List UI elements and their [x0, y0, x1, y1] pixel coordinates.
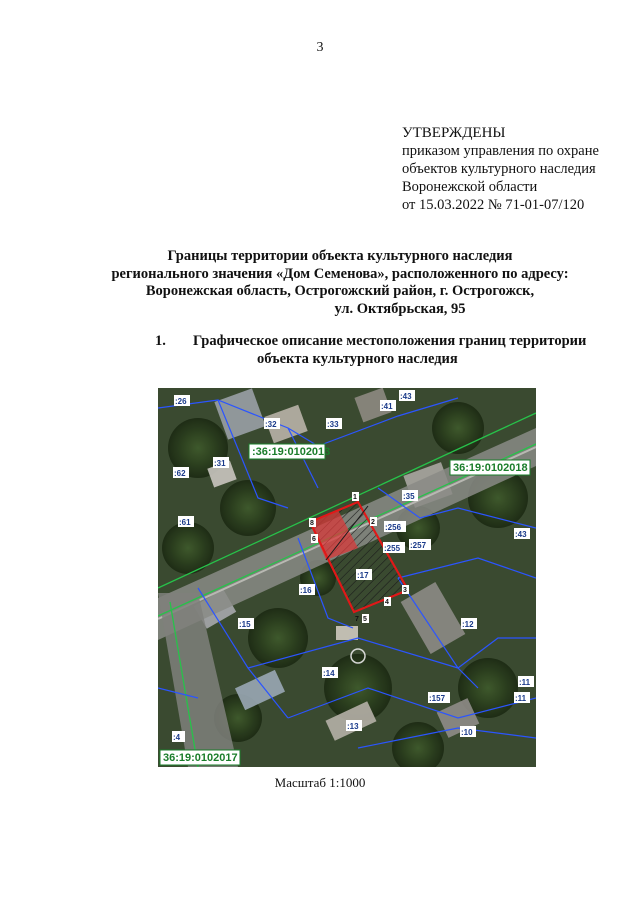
- approval-line: приказом управления по охране: [402, 143, 599, 159]
- map-parcel-label: :33: [327, 420, 339, 429]
- title-line: ул. Октябрьская, 95: [334, 300, 466, 317]
- approval-heading: УТВЕРЖДЕНЫ: [402, 125, 506, 141]
- map-parcel-label: :26: [175, 397, 187, 406]
- map-quarter-label: :36:19:0102013: [252, 446, 331, 458]
- map-parcel-label: :16: [300, 586, 312, 595]
- section-title-line: объекта культурного наследия: [257, 351, 458, 367]
- map-parcel-label: :32: [265, 420, 277, 429]
- document-title: [100, 248, 580, 318]
- map-parcel-label: :11: [519, 678, 531, 687]
- map-point-label: 8: [310, 520, 314, 527]
- map-scale: Масштаб 1:1000: [274, 775, 366, 790]
- map-point-label: 6: [312, 536, 316, 543]
- section-number: 1.: [155, 333, 166, 349]
- title-line: Воронежская область, Острогожский район, г. Острогожск,: [145, 283, 535, 299]
- map-parcel-label: :35: [403, 492, 415, 501]
- approval-line: объектов культурного наследия: [402, 161, 596, 177]
- map-parcel-label: :12: [462, 620, 474, 629]
- approval-line: Воронежской области: [402, 179, 538, 195]
- map-parcel-label: :41: [381, 402, 393, 411]
- map-point-label: 2: [371, 519, 375, 526]
- approval-block: [402, 124, 632, 214]
- map-parcel-label: :257: [410, 541, 427, 550]
- title-line: Границы территории объекта культурного наследия: [167, 248, 513, 264]
- title-line: регионального значения «Дом Семенова», расположенного по адресу:: [111, 265, 569, 282]
- map-quarter-label: 36:19:0102018: [453, 462, 528, 474]
- map-image: [158, 388, 536, 767]
- map-parcel-label: :11: [515, 694, 527, 703]
- map-parcel-label: :4: [173, 733, 181, 742]
- map-parcel-label: :15: [239, 620, 251, 629]
- cadastral-map: [158, 388, 536, 767]
- approval-line: от 15.03.2022 № 71-01-07/120: [402, 197, 585, 213]
- map-parcel-label: :43: [515, 530, 527, 539]
- map-parcel-label: :256: [385, 523, 402, 532]
- map-parcel-label: :61: [179, 518, 191, 527]
- map-parcel-label: :62: [174, 469, 186, 478]
- map-point-label: 1: [353, 494, 357, 501]
- map-parcel-label: :31: [214, 459, 226, 468]
- section-title-line: Графическое описание местоположения границ территории: [193, 333, 587, 349]
- map-parcel-label: :43: [400, 392, 412, 401]
- map-parcel-label: :10: [461, 728, 473, 737]
- map-point-label: 7: [355, 616, 359, 623]
- map-parcel-label: :14: [323, 669, 335, 678]
- map-parcel-label: :157: [429, 694, 446, 703]
- map-parcel-label: :255: [384, 544, 401, 553]
- map-quarter-label: 36:19:0102017: [163, 752, 238, 764]
- map-point-label: 4: [385, 599, 389, 606]
- map-parcel-label: :13: [347, 722, 359, 731]
- map-point-label: 3: [403, 587, 407, 594]
- map-parcel-label: :17: [357, 571, 369, 580]
- map-point-label: 5: [363, 616, 367, 623]
- page-number: 3: [316, 40, 324, 55]
